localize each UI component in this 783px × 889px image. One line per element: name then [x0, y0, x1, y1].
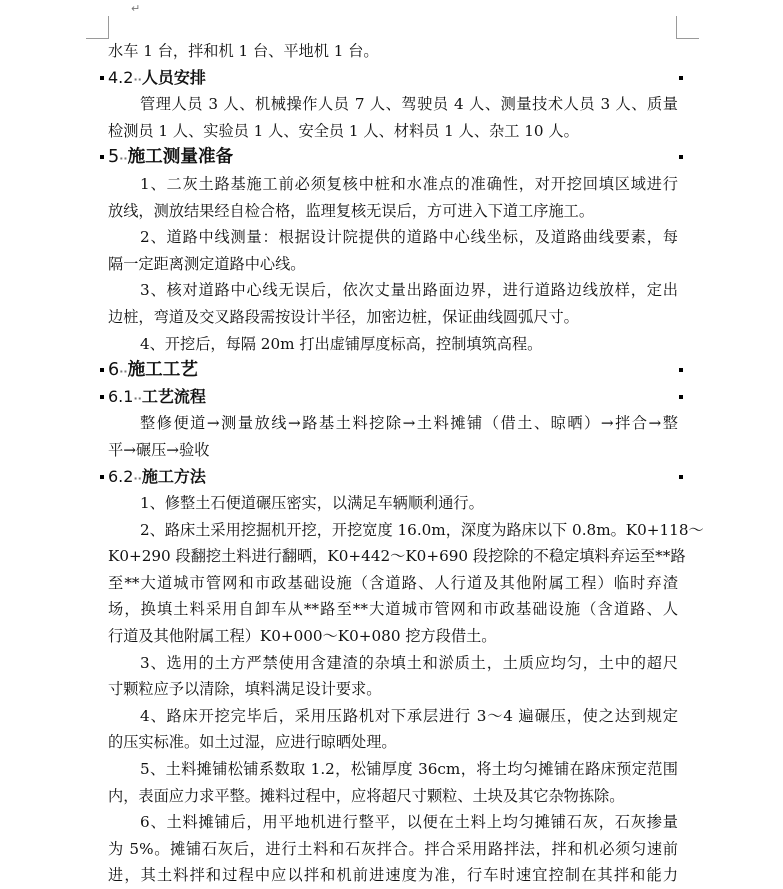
heading-number: 6.2 [108, 466, 134, 486]
line-text: 为 5%。摊铺石灰后，进行土料和石灰拌合。拌合采用路拌法，拌和机必须匀速前 [108, 839, 678, 858]
line-text: 至**大道城市管网和市政基础设施（含道路、人行道及其他附属工程）临时弃渣 [108, 573, 678, 592]
body-line [108, 251, 678, 278]
margin-marker [679, 368, 683, 372]
page-corner-top-right [676, 16, 699, 39]
tab-dots: ·· [133, 391, 142, 405]
body-line [108, 224, 678, 251]
line-text: 1、二灰土路基施工前必须复核中桩和水准点的准确性，对开挖回填区域进行 [140, 174, 678, 193]
body-line [108, 836, 678, 863]
heading-text: 施工工艺 [127, 359, 198, 381]
body-line [108, 198, 678, 225]
body-line [108, 543, 686, 570]
heading-line [108, 144, 678, 171]
heading-text: 工艺流程 [141, 386, 206, 406]
bullet-marker [100, 155, 104, 159]
line-text: 检测员 1 人、实验员 1 人、安全员 1 人、材料员 1 人、杂工 10 人。 [108, 121, 579, 140]
body-line [108, 277, 678, 304]
line-text: 6、土料摊铺后，用平地机进行整平，以便在土料上均匀摊铺石灰，石灰掺量 [140, 813, 678, 832]
body-line [108, 756, 678, 783]
paragraph-mark-top: ↵ [131, 2, 141, 15]
line-text: 1、修整土石便道碾压密实，以满足车辆顺利通行。 [140, 494, 484, 513]
margin-marker [679, 76, 683, 80]
line-text: K0+290 段翻挖土料进行翻晒，K0+442～K0+690 段挖除的不稳定填料弃运至**路 [108, 547, 686, 566]
body-line [108, 410, 678, 437]
heading-number: 6.1 [108, 386, 134, 406]
heading-line [108, 384, 678, 411]
heading-number: 6 [108, 360, 120, 381]
body-line [108, 570, 678, 597]
body-line [108, 437, 678, 464]
heading-number: 5 [108, 147, 120, 168]
heading-line [108, 357, 678, 384]
body-line [108, 703, 678, 730]
line-text: 2、路床土采用挖掘机开挖，开挖宽度 16.0m，深度为路床以下 0.8m。K0+118～ [140, 520, 704, 539]
heading-text: 施工测量准备 [127, 146, 234, 168]
body-line [108, 331, 678, 358]
margin-marker [679, 475, 683, 479]
tab-dots: ·· [133, 471, 142, 485]
heading-line [108, 464, 678, 491]
line-text: 2、道路中线测量：根据设计院提供的道路中心线坐标，及道路曲线要素，每 [140, 228, 678, 247]
line-text: 行道及其他附属工程）K0+000～K0+080 挖方段借土。 [108, 627, 497, 646]
heading-number: 4.2 [108, 67, 134, 87]
body-line [108, 490, 678, 517]
body-line [108, 38, 678, 65]
tab-dots: ·· [119, 365, 128, 379]
body-line [108, 304, 678, 331]
bullet-marker [100, 475, 104, 479]
body-line [108, 171, 678, 198]
line-text: 边桩，弯道及交叉路段需按设计半径，加密边桩，保证曲线圆弧尺寸。 [108, 307, 579, 326]
line-text: 的压实标准。如土过湿，应进行晾晒处理。 [108, 733, 397, 752]
margin-marker [679, 395, 683, 399]
line-text: 寸颗粒应予以清除，填料满足设计要求。 [108, 680, 382, 699]
heading-line [108, 65, 678, 92]
line-text: 隔一定距离测定道路中心线。 [108, 254, 306, 273]
heading-text: 施工方法 [141, 466, 206, 486]
body-line [108, 517, 704, 544]
line-text: 整修便道→测量放线→路基土料挖除→土料摊铺（借土、晾晒）→拌合→整 [140, 414, 678, 433]
line-text: 放线，测放结果经自检合格，监理复核无误后，方可进入下道工序施工。 [108, 201, 594, 220]
body-line [108, 91, 678, 118]
bullet-marker [100, 76, 104, 80]
tab-dots: ·· [119, 152, 128, 166]
line-text: 内，表面应力求平整。摊料过程中，应将超尺寸颗粒、土块及其它杂物拣除。 [108, 786, 625, 805]
line-text: 3、选用的土方严禁使用含建渣的杂填土和淤质土，土质应均匀，土中的超尺 [140, 653, 678, 672]
bullet-marker [100, 368, 104, 372]
line-text: 4、开挖后，每隔 20m 打出虚铺厚度标高，控制填筑高程。 [140, 334, 543, 353]
margin-marker [679, 155, 683, 159]
body-line [108, 783, 678, 810]
line-text: 管理人员 3 人、机械操作人员 7 人、驾驶员 4 人、测量技术人员 3 人、质量 [140, 95, 678, 114]
body-line [108, 596, 678, 623]
line-text: 平→碾压→验收 [108, 440, 210, 459]
body-line [108, 862, 678, 889]
line-text: 3、核对道路中心线无误后，依次丈量出路面边界，进行道路边线放样，定出 [140, 281, 678, 300]
bullet-marker [100, 395, 104, 399]
body-line [108, 809, 678, 836]
page-corner-top-left [86, 16, 109, 39]
body-line [108, 623, 678, 650]
line-text: 4、路床开挖完毕后，采用压路机对下承层进行 3～4 遍碾压，使之达到规定 [140, 706, 678, 725]
heading-text: 人员安排 [141, 67, 206, 87]
line-text: 场，换填土料采用自卸车从**路至**大道城市管网和市政基础设施（含道路、人 [108, 600, 678, 619]
tab-dots: ·· [133, 72, 142, 86]
body-line [108, 729, 678, 756]
line-text: 水车 1 台，拌和机 1 台、平地机 1 台。 [108, 42, 379, 60]
document-page[interactable] [108, 38, 704, 889]
body-line [108, 118, 678, 145]
body-line [108, 650, 678, 677]
body-line [108, 676, 678, 703]
line-text: 进，其土料拌和过程中应以拌和机前进速度为准，行车时速宜控制在其拌和能力 [108, 866, 678, 885]
line-text: 5、土料摊铺松铺系数取 1.2，松铺厚度 36cm，将土均匀摊铺在路床预定范围 [140, 760, 678, 779]
